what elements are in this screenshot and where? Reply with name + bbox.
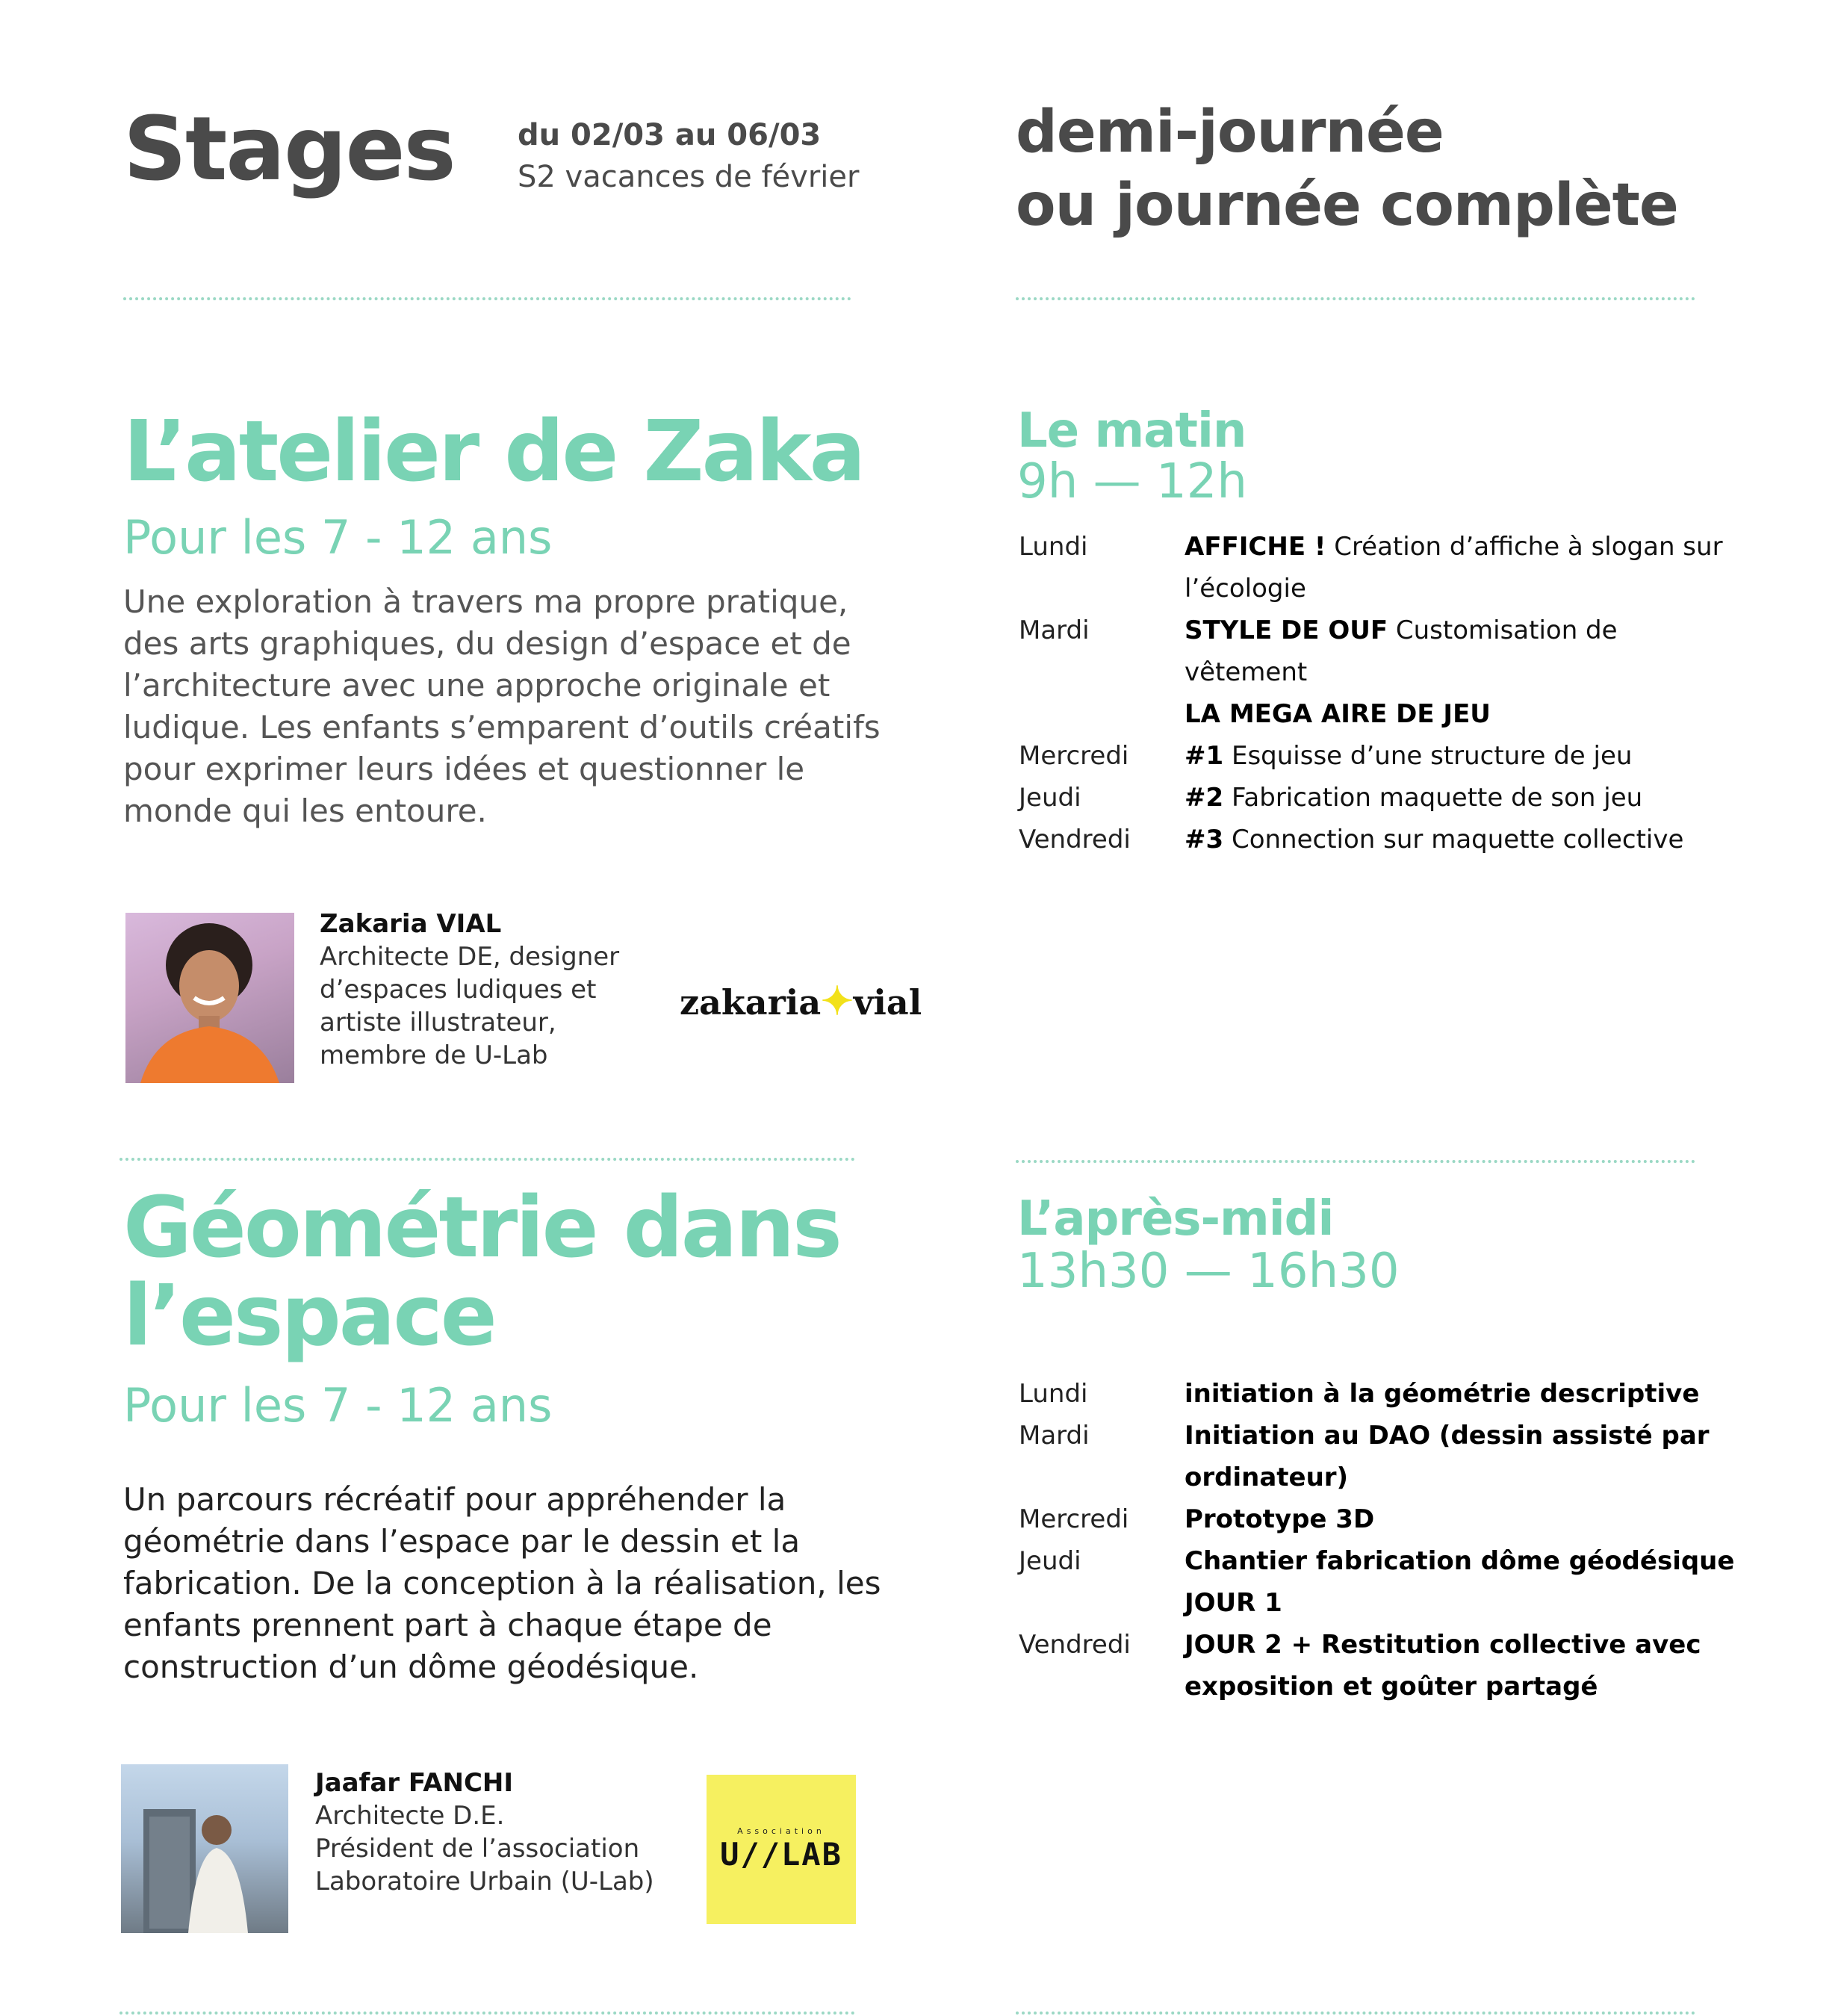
schedule-row xyxy=(1019,1498,1736,1540)
activity-text: Initiation au DAO (dessin assisté par xyxy=(1185,1421,1710,1451)
divider xyxy=(119,1158,855,1161)
day-label xyxy=(1019,1666,1185,1708)
schedule-row xyxy=(1019,1582,1736,1624)
schedule-row xyxy=(1019,1666,1736,1708)
ulab-logo-text: U//LAB xyxy=(720,1836,842,1873)
day-label: Lundi xyxy=(1019,1379,1088,1409)
day-label: Mardi xyxy=(1019,615,1090,645)
zakaria-portrait xyxy=(125,913,294,1083)
atelier-geometrie-title xyxy=(123,1179,840,1365)
bio-line: Architecte DE, designer xyxy=(320,942,620,972)
afternoon-schedule xyxy=(1019,1373,1736,1708)
day-label: Jeudi xyxy=(1019,1546,1081,1576)
schedule-row xyxy=(1019,777,1736,819)
atelier-geometrie-age: Pour les 7 - 12 ans xyxy=(123,1378,553,1433)
day-label: Vendredi xyxy=(1019,1630,1131,1660)
activity-text: Fabrication maquette de son jeu xyxy=(1223,783,1643,813)
day-label: Vendredi xyxy=(1019,825,1131,855)
ulab-logo xyxy=(707,1775,856,1924)
atelier-zaka-description: Une exploration à travers ma propre pratique, des arts graphiques, du design d’espace et de l’architecture avec une approche originale et ludique. Les enfants s’emparent d’outils créatifs pour exprimer leurs idées et questionner le monde qui les entoure. xyxy=(123,583,881,829)
bio-line: membre de U-Lab xyxy=(320,1040,548,1070)
format-heading xyxy=(1016,96,1678,242)
activity-text: Chantier fabrication dôme géodésique xyxy=(1185,1546,1735,1576)
bio-line: Laboratoire Urbain (U-Lab) xyxy=(315,1867,654,1896)
title-line-1: Géométrie dans xyxy=(123,1179,840,1277)
schedule-row xyxy=(1019,568,1736,610)
morning-title: Le matin xyxy=(1017,403,1247,459)
title-line-2: l’espace xyxy=(123,1268,495,1365)
activity xyxy=(1185,526,1736,568)
divider xyxy=(123,297,851,300)
schedule-row xyxy=(1019,1624,1736,1666)
bio-line: Président de l’association xyxy=(315,1834,640,1864)
portrait-illustration xyxy=(125,913,294,1083)
ulab-logo-small: Association xyxy=(737,1826,825,1836)
activity xyxy=(1185,651,1736,693)
schedule-row xyxy=(1019,1373,1736,1415)
activity-text: Création d’affiche à slogan sur xyxy=(1326,532,1723,562)
schedule-row xyxy=(1019,735,1736,777)
day-label: Mercredi xyxy=(1019,1504,1129,1534)
activity-title: #3 xyxy=(1185,825,1224,855)
divider xyxy=(1016,1160,1695,1163)
format-line-2: ou journée complète xyxy=(1016,172,1678,239)
jaafar-portrait xyxy=(121,1764,288,1933)
period-label: S2 vacances de février xyxy=(518,160,860,194)
activity-title: #1 xyxy=(1185,741,1224,771)
activity-text: ordinateur) xyxy=(1185,1463,1349,1492)
activity-text: Customisation de xyxy=(1388,615,1618,645)
activity xyxy=(1185,568,1736,610)
afternoon-hours: 13h30 — 16h30 xyxy=(1017,1244,1400,1299)
bio-name: Zakaria VIAL xyxy=(320,909,502,939)
day-label xyxy=(1019,1457,1185,1498)
bio-line: artiste illustrateur, xyxy=(320,1008,556,1038)
schedule-row xyxy=(1019,526,1736,568)
logo-word: zakaria xyxy=(680,982,822,1023)
bio-line: d’espaces ludiques et xyxy=(320,975,597,1005)
divider xyxy=(119,2012,855,2015)
schedule-row xyxy=(1019,1457,1736,1498)
afternoon-title: L’après-midi xyxy=(1017,1191,1334,1247)
format-line-1: demi-journée xyxy=(1016,99,1444,166)
activity-text: Esquisse d’une structure de jeu xyxy=(1223,741,1633,771)
morning-hours: 9h — 12h xyxy=(1017,454,1247,509)
activity-title: #2 xyxy=(1185,783,1224,813)
atelier-geometrie-description: Un parcours récréatif pour appréhender la géométrie dans l’espace par le dessin et la fabrication. De la conception à la réalisation, les enfants prennent part à chaque étape de construction d’un dôme géodésique. xyxy=(123,1481,881,1685)
activity-text: JOUR 1 xyxy=(1185,1588,1282,1618)
date-range: du 02/03 au 06/03 xyxy=(518,118,822,152)
schedule-row xyxy=(1019,693,1736,735)
activity-title: STYLE DE OUF xyxy=(1185,615,1388,645)
bio-name: Jaafar FANCHI xyxy=(315,1768,514,1798)
activity xyxy=(1185,735,1736,777)
schedule-row xyxy=(1019,651,1736,693)
atelier-zaka-title: L’atelier de Zaka xyxy=(123,403,864,500)
activity-text: Prototype 3D xyxy=(1185,1504,1375,1534)
zakaria-vial-logo xyxy=(680,978,922,1024)
day-label xyxy=(1019,651,1185,693)
portrait-illustration xyxy=(121,1764,288,1933)
activity-text: vêtement xyxy=(1185,657,1308,687)
divider xyxy=(1016,297,1695,300)
day-label: Mercredi xyxy=(1019,741,1129,771)
activity-text: JOUR 2 + Restitution collective avec xyxy=(1185,1630,1701,1660)
zakaria-bio xyxy=(320,908,619,1072)
divider xyxy=(1016,2012,1695,2015)
day-label: Lundi xyxy=(1019,532,1088,562)
schedule-row xyxy=(1019,1415,1736,1457)
activity-title: LA MEGA AIRE DE JEU xyxy=(1185,699,1491,729)
schedule-row xyxy=(1019,610,1736,651)
activity-text: Connection sur maquette collective xyxy=(1223,825,1684,855)
day-label: Jeudi xyxy=(1019,783,1081,813)
activity xyxy=(1185,777,1736,819)
activity xyxy=(1185,693,1736,735)
logo-word: vial xyxy=(853,982,922,1023)
page-title: Stages xyxy=(123,97,455,200)
day-label xyxy=(1019,568,1185,610)
activity-text: exposition et goûter partagé xyxy=(1185,1672,1598,1702)
flame-icon: ✦ xyxy=(821,978,854,1024)
schedule-row xyxy=(1019,1540,1736,1582)
activity xyxy=(1185,819,1736,860)
morning-schedule xyxy=(1019,526,1736,860)
activity-text: l’écologie xyxy=(1185,574,1306,604)
activity-text: initiation à la géométrie descriptive xyxy=(1185,1379,1700,1409)
schedule-row xyxy=(1019,819,1736,860)
bio-line: Architecte D.E. xyxy=(315,1801,505,1831)
day-label xyxy=(1019,1582,1185,1624)
jaafar-bio xyxy=(315,1767,654,1898)
activity xyxy=(1185,610,1736,651)
activity-title: AFFICHE ! xyxy=(1185,532,1326,562)
atelier-zaka-age: Pour les 7 - 12 ans xyxy=(123,510,553,565)
day-label xyxy=(1019,693,1185,735)
day-label: Mardi xyxy=(1019,1421,1090,1451)
